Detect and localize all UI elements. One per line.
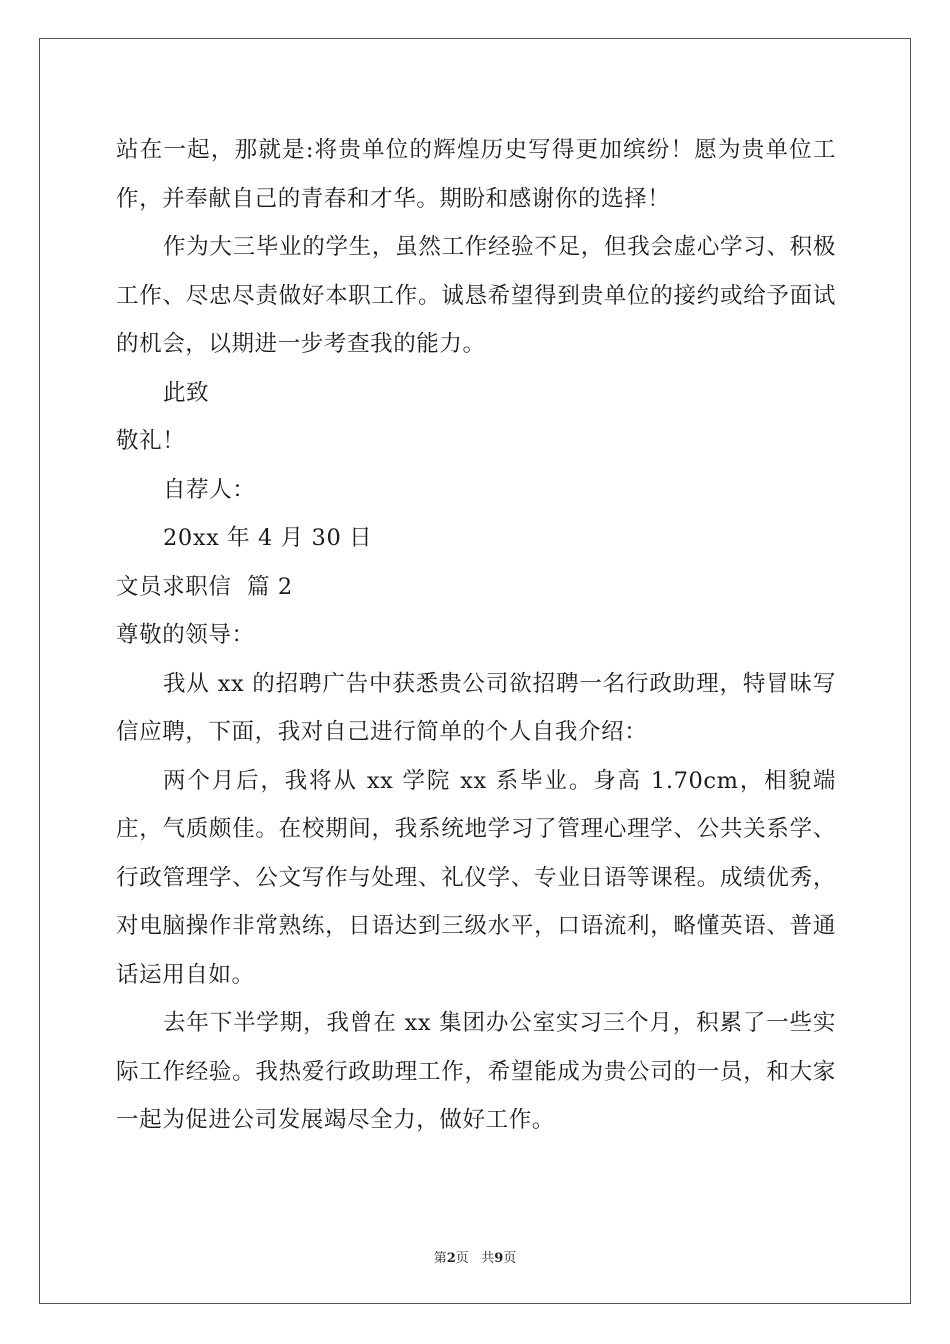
page-footer xyxy=(0,1247,950,1266)
paragraph: 站在一起，那就是:将贵单位的辉煌历史写得更加缤纷！愿为贵单位工作，并奉献自己的青春和才华。期盼和感谢你的选择！ xyxy=(116,137,836,212)
closing-salutation: 此致 xyxy=(163,379,210,406)
greeting: 尊敬的领导： xyxy=(116,622,255,648)
total-suffix: 页 xyxy=(503,1251,517,1266)
paragraph: 去年下半学期，我曾在 xx 集团办公室实习三个月，积累了一些实际工作经验。我热爱行政助理工作，希望能成为贵公司的一员，和大家一起为促进公司发展竭尽全力，做好工作。 xyxy=(116,1010,836,1133)
total-prefix: 共 xyxy=(481,1251,495,1266)
page-number: 2 xyxy=(446,1251,456,1266)
total-pages: 9 xyxy=(494,1251,504,1266)
letter-date: 20xx 年 4 月 30 日 xyxy=(163,525,373,551)
section-heading: 文员求职信 篇 2 xyxy=(116,573,293,600)
page-suffix: 页 xyxy=(455,1251,469,1266)
document-body xyxy=(116,126,836,1145)
paragraph: 作为大三毕业的学生，虽然工作经验不足，但我会虚心学习、积极工作、尽忠尽责做好本职工作。诚恳希望得到贵单位的接约或给予面试的机会，以期进一步考查我的能力。 xyxy=(116,234,836,357)
page-prefix: 第 xyxy=(433,1251,447,1266)
signature-label: 自荐人： xyxy=(163,476,256,503)
paragraph: 两个月后，我将从 xx 学院 xx 系毕业。身高 1.70cm，相貌端庄，气质颇佳。在校期间，我系统地学习了管理心理学、公共关系学、行政管理学、公文写作与处理、礼仪学、专业日语等课程。成绩优秀，对电脑操作非常熟练，日语达到三级水平，口语流利，略懂英语、普通话运用自如。 xyxy=(116,767,836,988)
closing-regards: 敬礼！ xyxy=(116,428,186,454)
paragraph: 我从 xx 的招聘广告中获悉贵公司欲招聘一名行政助理，特冒昧写信应聘，下面，我对自己进行简单的个人自我介绍： xyxy=(116,670,836,745)
